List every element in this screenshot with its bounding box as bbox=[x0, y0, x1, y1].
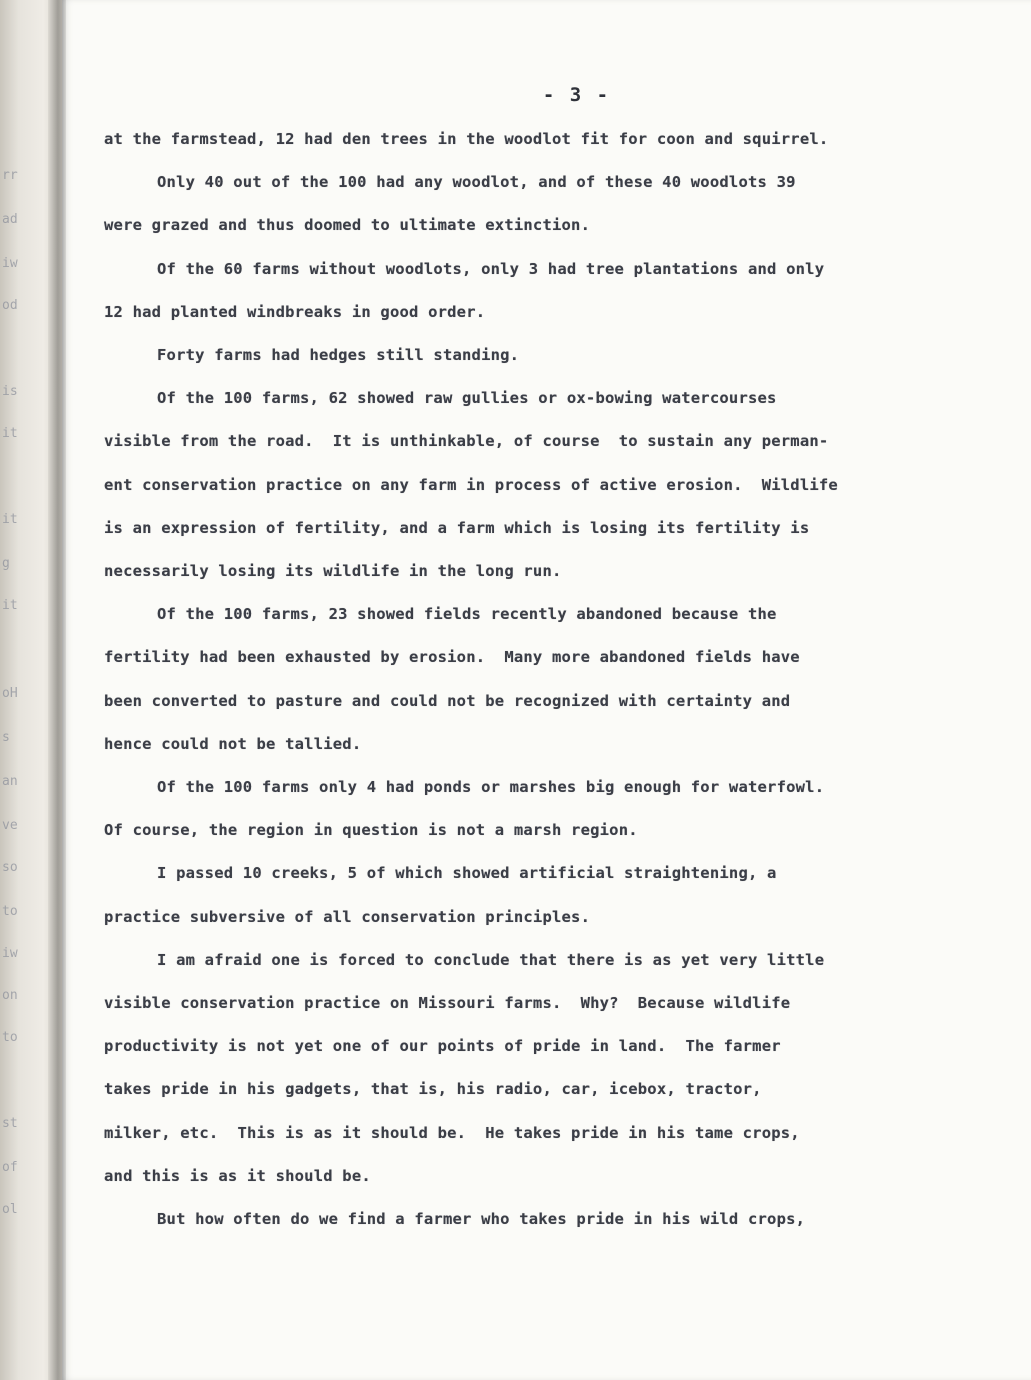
text-line: Of course, the region in question is not a marsh region. bbox=[104, 821, 638, 840]
facing-page-fragment: so bbox=[2, 860, 18, 875]
page-number: - 3 - bbox=[542, 84, 611, 106]
facing-page-fragment: st bbox=[2, 1116, 18, 1131]
facing-page-fragment: is bbox=[2, 384, 18, 399]
text-line: But how often do we find a farmer who takes pride in his wild crops, bbox=[157, 1210, 806, 1229]
facing-page-fragment: oH bbox=[2, 686, 18, 701]
text-line: I passed 10 creeks, 5 of which showed artificial straightening, a bbox=[157, 864, 777, 883]
text-line: Forty farms had hedges still standing. bbox=[157, 346, 520, 365]
text-line: been converted to pasture and could not be recognized with certainty and bbox=[104, 691, 791, 710]
text-line: is an expression of fertility, and a farm which is losing its fertility is bbox=[104, 518, 810, 537]
facing-page-fragment: an bbox=[2, 774, 18, 789]
text-line: and this is as it should be. bbox=[104, 1166, 371, 1185]
text-line: visible from the road. It is unthinkable, of course to sustain any perman- bbox=[104, 432, 829, 451]
text-line: Of the 100 farms only 4 had ponds or marshes big enough for waterfowl. bbox=[157, 778, 825, 797]
text-line: ent conservation practice on any farm in process of active erosion. Wildlife bbox=[104, 475, 838, 494]
text-line: Of the 100 farms, 62 showed raw gullies or ox-bowing watercourses bbox=[157, 389, 777, 408]
text-line: fertility had been exhausted by erosion. Many more abandoned fields have bbox=[104, 648, 800, 667]
facing-page-fragment: g bbox=[2, 556, 10, 571]
facing-page-fragment: it bbox=[2, 598, 18, 613]
text-line: productivity is not yet one of our points of pride in land. The farmer bbox=[104, 1037, 781, 1056]
facing-page-fragment: ol bbox=[2, 1202, 18, 1217]
facing-page-fragment: iw bbox=[2, 256, 18, 271]
facing-page-fragment: to bbox=[2, 1030, 18, 1045]
text-line: 12 had planted windbreaks in good order. bbox=[104, 302, 486, 321]
text-line: hence could not be tallied. bbox=[104, 734, 362, 753]
facing-page-fragment: to bbox=[2, 904, 18, 919]
text-line: takes pride in his gadgets, that is, his radio, car, icebox, tractor, bbox=[104, 1080, 762, 1099]
facing-page-fragment: od bbox=[2, 298, 18, 313]
facing-page-fragment: of bbox=[2, 1160, 18, 1175]
facing-page-fragment: it bbox=[2, 512, 18, 527]
text-line: practice subversive of all conservation principles. bbox=[104, 907, 591, 926]
facing-page-fragment: rr bbox=[2, 168, 18, 183]
text-line: necessarily losing its wildlife in the long run. bbox=[104, 562, 562, 581]
text-line: at the farmstead, 12 had den trees in the woodlot fit for coon and squirrel. bbox=[104, 130, 829, 148]
text-line: Of the 60 farms without woodlots, only 3 had tree plantations and only bbox=[157, 259, 825, 278]
book-gutter bbox=[48, 0, 66, 1380]
facing-page-fragment: ve bbox=[2, 818, 18, 833]
facing-page-fragment: s bbox=[2, 730, 10, 745]
text-line: I am afraid one is forced to conclude that there is as yet very little bbox=[157, 950, 825, 969]
text-line: were grazed and thus doomed to ultimate extinction. bbox=[104, 216, 591, 235]
facing-page-fragment: it bbox=[2, 426, 18, 441]
facing-page-fragment: iw bbox=[2, 946, 18, 961]
body-text bbox=[104, 118, 984, 1241]
text-line: milker, etc. This is as it should be. He takes pride in his tame crops, bbox=[104, 1123, 800, 1142]
facing-page-fragment: ad bbox=[2, 212, 18, 227]
facing-page-fragment: on bbox=[2, 988, 18, 1003]
typewritten-page bbox=[62, 0, 1031, 1380]
text-line: Of the 100 farms, 23 showed fields recently abandoned because the bbox=[157, 605, 777, 624]
text-line: visible conservation practice on Missouri farms. Why? Because wildlife bbox=[104, 994, 791, 1013]
text-line: Only 40 out of the 100 had any woodlot, and of these 40 woodlots 39 bbox=[157, 173, 796, 192]
